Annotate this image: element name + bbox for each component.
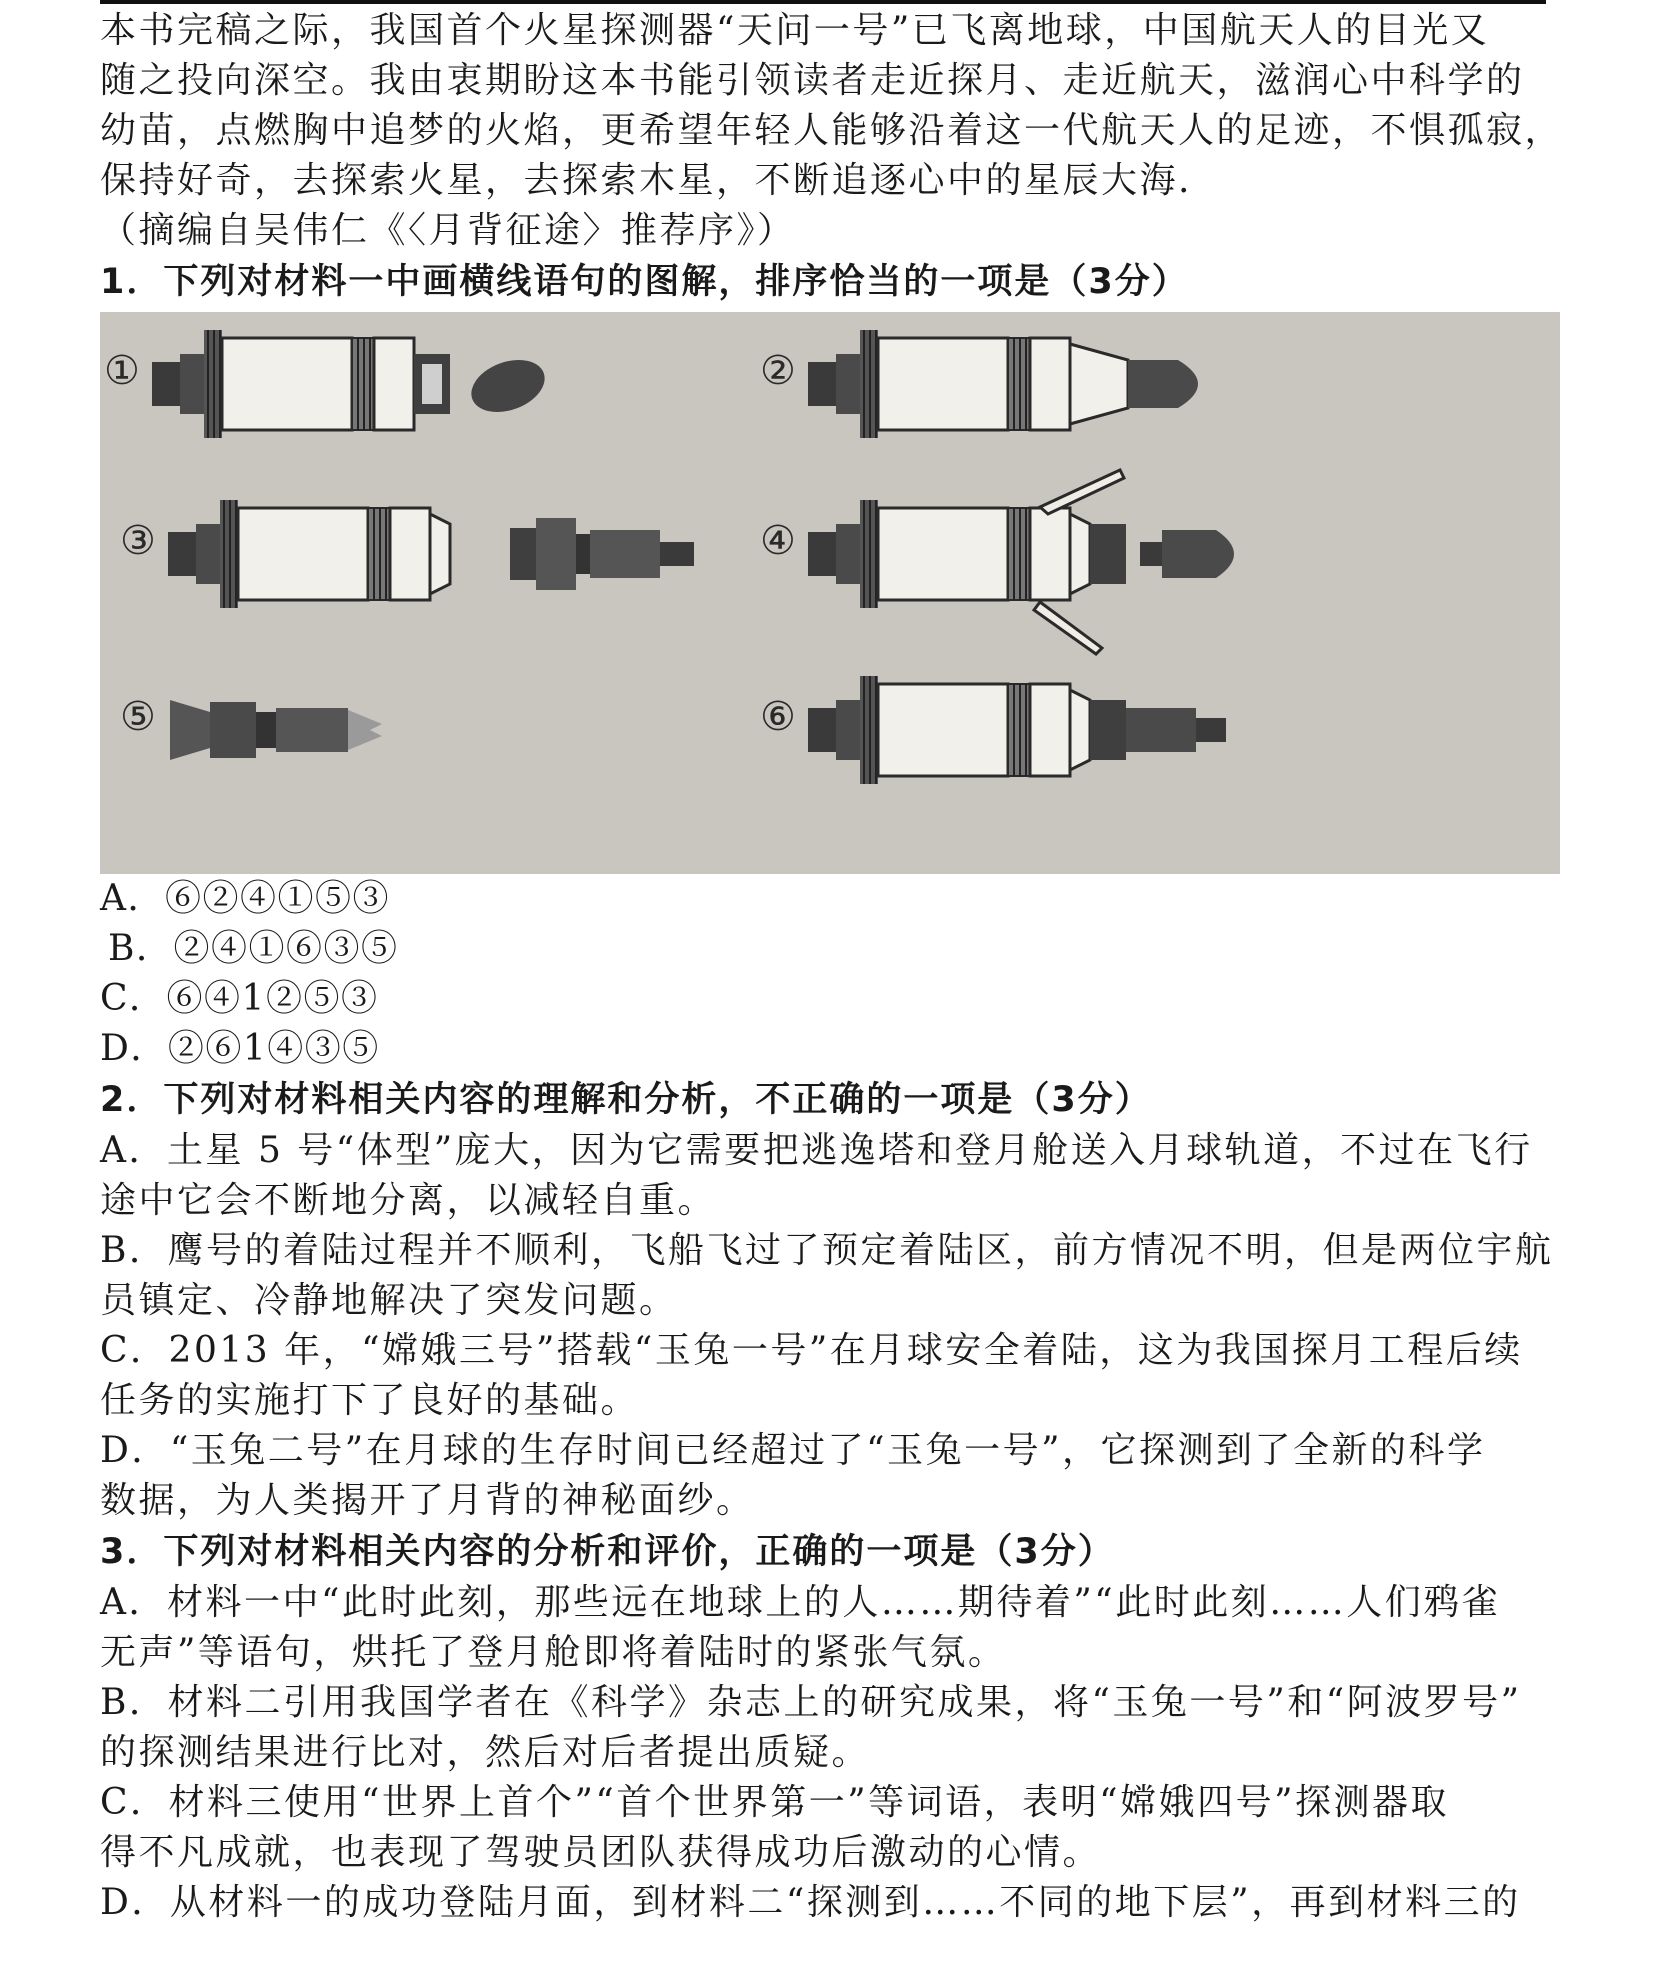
option-line[interactable]: D．从材料一的成功登陆月面，到材料二“探测到……不同的地下层”，再到材料三的 <box>100 1882 1521 1923</box>
question-1-options <box>100 874 1560 1074</box>
option-c[interactable]: C．⑥④1②⑤③ <box>100 978 379 1019</box>
question-1-title: 1．下列对材料一中画横线语句的图解，排序恰当的一项是（3分） <box>100 262 1189 302</box>
option-line: 的探测结果进行比对，然后对后者提出质疑。 <box>100 1732 871 1773</box>
option-line[interactable]: D．“玉兔二号”在月球的生存时间已经超过了“玉兔一号”，它探测到了全新的科学 <box>100 1430 1486 1471</box>
option-line[interactable]: B．鹰号的着陆过程并不顺利，飞船飞过了预定着陆区，前方情况不明，但是两位宇航 <box>100 1230 1554 1271</box>
option-line[interactable]: C．2013 年，“嫦娥三号”搭载“玉兔一号”在月球安全着陆，这为我国探月工程后续 <box>100 1330 1523 1371</box>
question-2-title: 2．下列对材料相关内容的理解和分析，不正确的一项是（3分） <box>100 1080 1152 1120</box>
option-line: 无声”等语句，烘托了登月舱即将着陆时的紧张气氛。 <box>100 1632 1007 1673</box>
option-line: 得不凡成就，也表现了驾驶员团队获得成功后激动的心情。 <box>100 1832 1102 1873</box>
figure-label: ⑥ <box>760 694 796 740</box>
option-line: 途中它会不断地分离，以减轻自重。 <box>100 1180 717 1221</box>
rocket-stages-drawing <box>100 312 1560 874</box>
document-page <box>100 6 1564 1928</box>
figure-label: ② <box>760 348 796 394</box>
option-line[interactable]: A．材料一中“此时此刻，那些远在地球上的人……期待着”“此时此刻……人们鸦雀 <box>100 1582 1501 1623</box>
rocket-stages-figure <box>100 312 1560 874</box>
option-line: 员镇定、冷静地解决了突发问题。 <box>100 1280 678 1321</box>
question-3-title: 3．下列对材料相关内容的分析和评价，正确的一项是（3分） <box>100 1532 1115 1572</box>
option-a[interactable]: A．⑥②④①⑤③ <box>100 878 390 919</box>
option-line[interactable]: C．材料三使用“世界上首个”“首个世界第一”等词语，表明“嫦娥四号”探测器取 <box>100 1782 1449 1823</box>
option-line: 数据，为人类揭开了月背的神秘面纱。 <box>100 1480 755 1521</box>
intro-line: 随之投向深空。我由衷期盼这本书能引领读者走近探月、走近航天，滋润心中科学的 <box>100 60 1525 101</box>
question-3-options <box>100 1578 1560 1928</box>
top-rule <box>100 0 1546 4</box>
option-line: 任务的实施打下了良好的基础。 <box>100 1380 640 1421</box>
intro-source: （摘编自吴伟仁《〈月背征途〉推荐序》） <box>100 210 796 251</box>
intro-paragraph <box>100 6 1564 256</box>
figure-label: ③ <box>120 518 156 564</box>
question-2-options <box>100 1126 1560 1526</box>
figure-label: ④ <box>760 518 796 564</box>
figure-label: ⑤ <box>120 694 156 740</box>
option-d[interactable]: D．②⑥1④③⑤ <box>100 1028 380 1069</box>
option-line[interactable]: B．材料二引用我国学者在《科学》杂志上的研究成果，将“玉兔一号”和“阿波罗号” <box>100 1682 1522 1723</box>
intro-line: 保持好奇，去探索火星，去探索木星，不断追逐心中的星辰大海. <box>100 160 1192 201</box>
figure-label: ① <box>104 348 140 394</box>
intro-line: 本书完稿之际，我国首个火星探测器“天问一号”已飞离地球，中国航天人的目光又 <box>100 10 1490 51</box>
option-line[interactable]: A．土星 5 号“体型”庞大，因为它需要把逃逸塔和登月舱送入月球轨道，不过在飞行 <box>100 1130 1533 1171</box>
intro-line: 幼苗，点燃胸中追梦的火焰，更希望年轻人能够沿着这一代航天人的足迹，不惧孤寂， <box>100 110 1564 151</box>
option-b[interactable]: B．②④①⑥③⑤ <box>108 928 399 969</box>
